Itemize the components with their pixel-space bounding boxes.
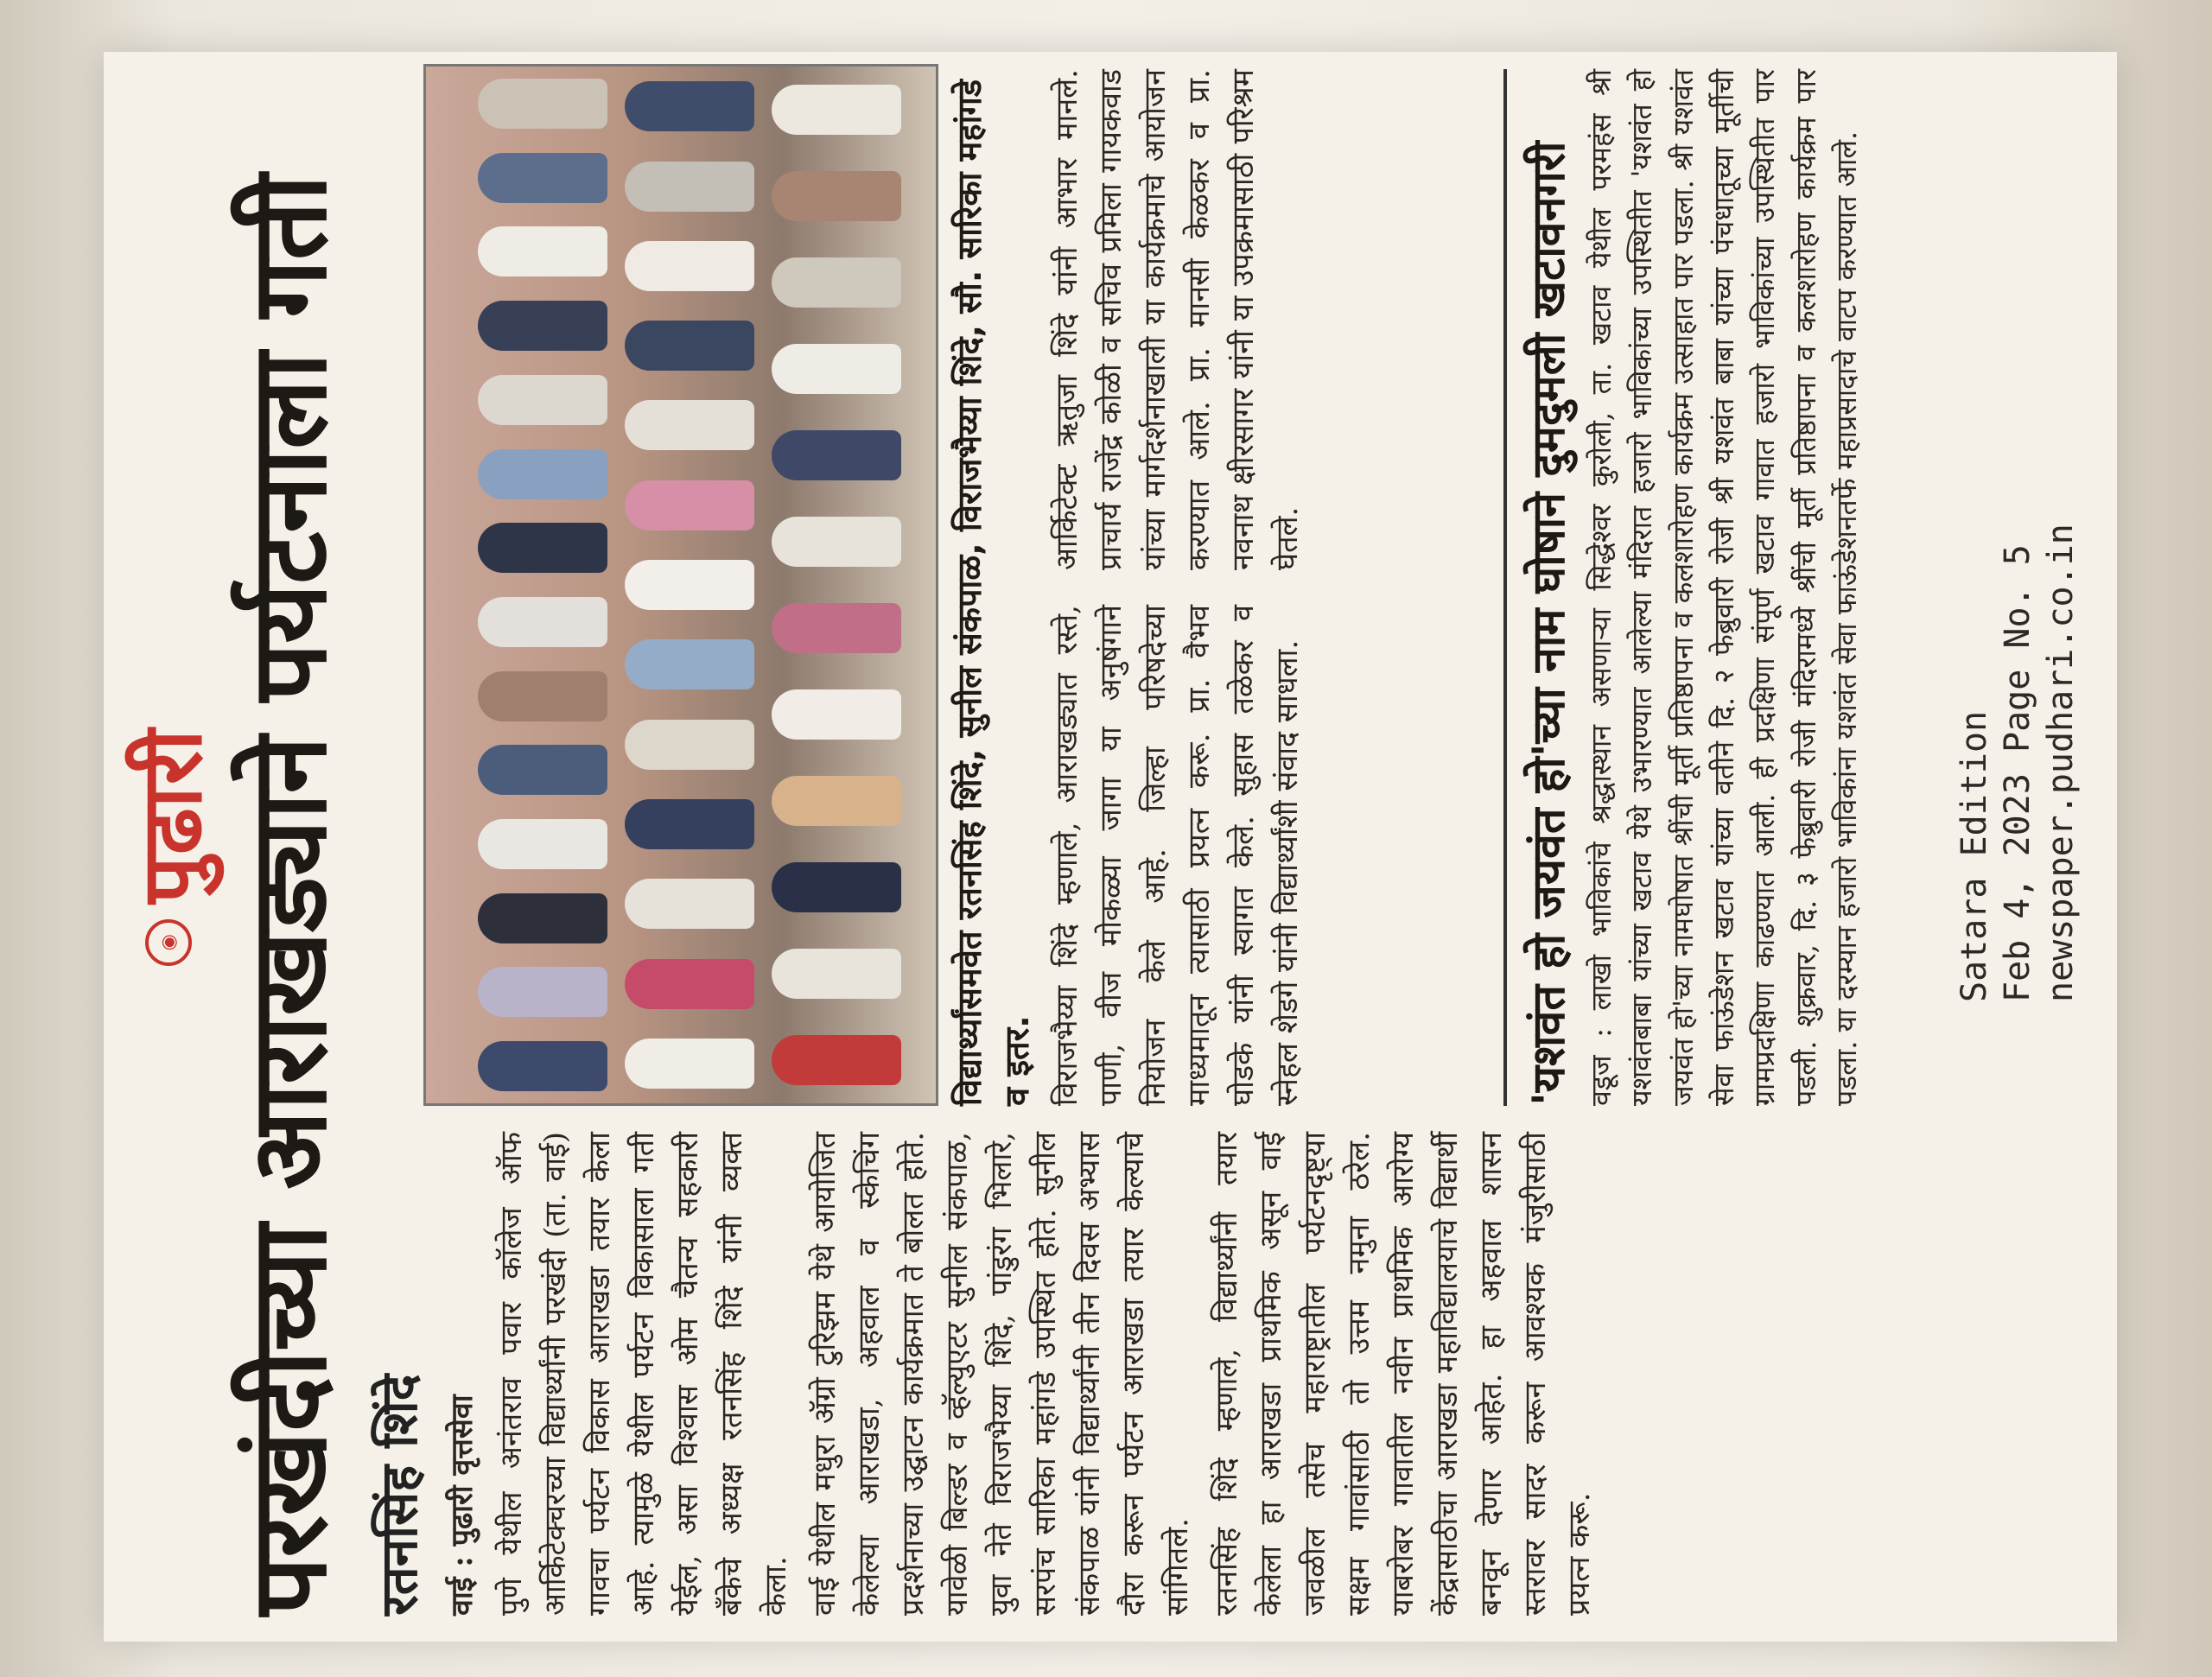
article-paragraph: वडूज : लाखो भाविकांचे श्रद्धास्थान असणाऱ्या सिद्धेश्वर कुरोली, ता. खटाव येथील परमहंस श्री यशवंतबाबा यांच्या खटाव येथे उभारण्यात आलेल्या मंदिरात हजारो भाविकांच्या उपस्थितीत 'यशवंत हो जयवंत हो'च्या नामघोषात श्रींची मूर्ती प्रतिष्ठापना व कलशारोहण कार्यक्रम उत्साहात पार पडला. श्री यशवंत सेवा फाऊंडेशन खटाव यांच्या वतीने दि. २ फेब्रुवारी रोजी श्री यशवंत बाबा यांच्या पंचधातूच्या मूर्तीची ग्रामप्रदक्षिणा काढण्यात आली. ही प्रदक्षिणा संपूर्ण खटाव गावात हजारो भाविकांच्या उपस्थितीत पार पडली. शुक्रवार, दि. ३ फेब्रुवारी रोजी मंदिरामध्ये श्रींची मूर्ती प्रतिष्ठापना व कलशारोहण कार्यक्रम पार पडला. या दरम्यान हजारो भाविकांना यशवंत सेवा फाऊंडेशनतर्फे महाप्रसादाचे वाटप करण्यात आले. [1585, 69, 1864, 1106]
article-left-column [441, 1132, 2065, 1616]
photo-caption: विद्यार्थ्यांसमवेत रतनसिंह शिंदे, सुनील संकपाळ, विराजभैय्या शिंदे, सौ. सारिका महांगडे व इतर. [950, 79, 1037, 1106]
masthead [104, 52, 233, 1642]
second-article-body [1581, 69, 1944, 1106]
photo-middle-row [625, 67, 754, 1103]
article-paragraph: विराजभैय्या शिंदे म्हणाले, आराखड्यात रस्ते, पाणी, वीज मोकळ्या जागा या अनुषंगाने नियोजन केले आहे. जिल्हा परिषदेच्या माध्यमातून त्यासाठी प्रयत्न करू. प्रा. वैभव घोडके यांनी स्वागत केले. सुहास तळेकर व स्नेहल शेडगे यांनी विद्यार्थ्यांशी संवाद साधला. [1050, 605, 1305, 1106]
edition-website: newspaper.pudhari.co.in [2041, 524, 2081, 1002]
photo-front-row [772, 67, 901, 1103]
group-photo [423, 64, 938, 1106]
newspaper-logo: पुढारी [123, 727, 220, 904]
byline: रतनसिंह शिंदे [370, 1374, 429, 1616]
newspaper-clipping [104, 52, 2117, 1642]
dateline: वाई : पुढारी वृत्तसेवा [445, 1394, 480, 1616]
article-middle-column [1046, 605, 1495, 1106]
headline: परखंदीच्या आराखड्याने पर्यटनाला गती [230, 175, 350, 1616]
photo-back-row [478, 67, 607, 1103]
article-right-column [1046, 69, 1495, 570]
article-paragraph: वाई येथील मधुरा ॲग्रो टुरिझम येथे आयोजित केलेल्या आराखडा, अहवाल व स्केचिंग प्रदर्शनाच्या उद्घाटन कार्यक्रमात ते बोलत होते. यावेळी बिल्डर व व्हॅल्युएटर सुनील संकपाळ, युवा नेते विराजभैय्या शिंदे, पांडुरंग भिलारे, सरपंच सारिका महांगडे उपस्थित होते. सुनील संकपाळ यांनी विद्यार्थ्यांनी तीन दिवस अभ्यास दौरा करून पर्यटन आराखडा तयार केल्याचे सांगितले. [808, 1132, 1195, 1616]
second-article-headline: 'यशवंत हो जयवंत हो'च्या नाम घोषाने दुमदुमली खटावनगरी [1523, 141, 1575, 1106]
article-paragraph: आर्किटेक्ट ऋतुजा शिंदे यांनी आभार मानले. प्राचार्य राजेंद्र कोळी व सचिव प्रमिला गायकवाड यांच्या मार्गदर्शनाखाली या कार्यक्रमाचे आयोजन करण्यात आले. प्रा. मानसी केळकर व प्रा. नवनाथ क्षीरसागर यांनी या उपक्रमासाठी परिश्रम घेतले. [1050, 69, 1305, 570]
article-paragraph: रतनसिंह शिंदे म्हणाले, विद्यार्थ्यांनी तयार केलेला हा आराखडा प्राथमिक असून वाई जवळील तसेच महाराष्ट्रातील पर्यटनदृष्ट्या सक्षम गावांसाठी तो उत्तम नमुना ठरेल. याबरोबर गावातील नवीन प्राथमिक आरोग्य केंद्रासाठीचा आराखडा महाविद्यालयाचे विद्यार्थी बनवून देणार आहेत. हा अहवाल शासन स्तरावर सादर करून आवश्यक मंजुरीसाठी प्रयत्न करू. [1210, 1132, 1597, 1616]
edition-name: Satara Edition [1955, 710, 1994, 1002]
edition-stamp [1953, 225, 2082, 1002]
pudhari-seal-icon: ◉ [145, 919, 192, 966]
section-divider [1503, 69, 1507, 1106]
article-paragraph: पुणे येथील अनंतराव पवार कॉलेज ऑफ आर्किटेक्चरच्या विद्यार्थ्यांनी परखंदी (ता. वाई) गावचा पर्यटन विकास आराखडा तयार केला आहे. त्यामुळे येथील पर्यटन विकासाला गती येईल, असा विश्वास ओम चैतन्य सहकारी बँकेचे अध्यक्ष रतनसिंह शिंदे यांनी व्यक्त केला. [494, 1132, 793, 1616]
edition-date-page: Feb 4, 2023 Page No. 5 [1998, 544, 2037, 1002]
